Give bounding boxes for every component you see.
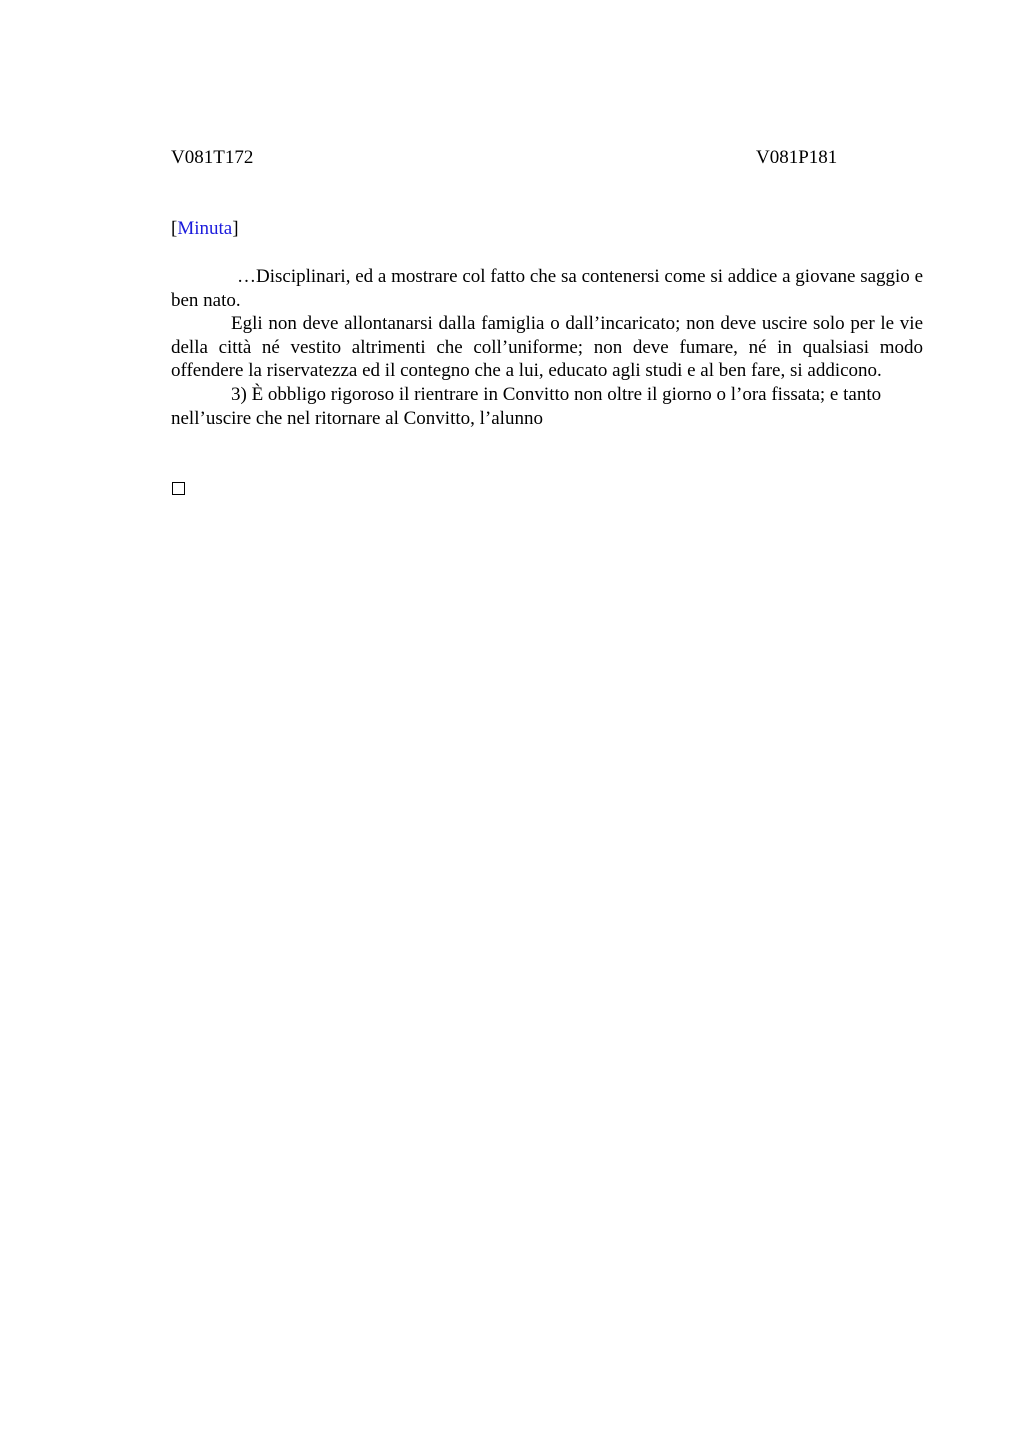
paragraph-2: Egli non deve allontanarsi dalla famiglia o dall’incaricato; non deve uscire solo per le vie della città né vestito altrimenti che coll’uniforme; non deve fumare, né in qualsiasi modo offendere la riservatezza ed il contegno che a lui, educato agli studi e al ben fare, si addicono.	[171, 313, 923, 382]
label-close-bracket: ]	[232, 218, 239, 239]
paragraph-1: …Disciplinari, ed a mostrare col fatto che sa contenersi come si addice a giovane saggio e ben nato.	[171, 266, 923, 311]
minuta-link[interactable]: Minuta	[177, 218, 233, 239]
minuta-label	[171, 218, 239, 240]
paragraph-3: 3) È obbligo rigoroso il rientrare in Convitto non oltre il giorno o l’ora fissata; e tanto nell’uscire che nel ritornare al Convitto, l’alunno	[171, 383, 882, 429]
label-open-bracket: [	[171, 218, 178, 239]
empty-square-icon	[172, 482, 185, 495]
header-right-code: V081P181	[756, 147, 838, 168]
header-left-code: V081T172	[171, 147, 254, 168]
document-body	[171, 265, 923, 430]
